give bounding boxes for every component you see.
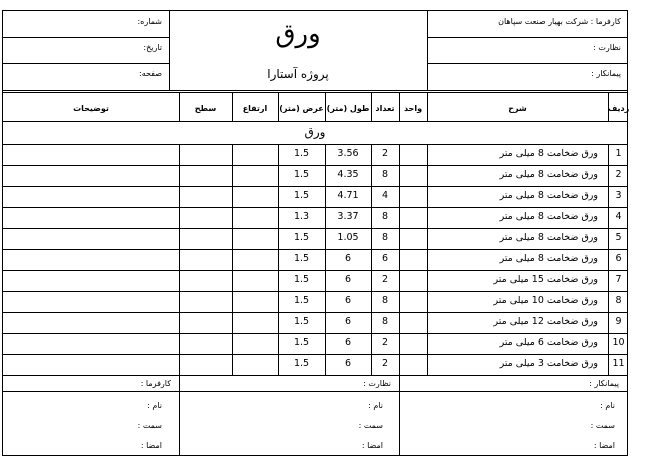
cell-desc: ورق ضخامت 8 میلی متر — [499, 211, 598, 222]
footer-employer-signature: امضا : — [140, 441, 162, 450]
footer-contractor-position: سمت : — [590, 421, 615, 430]
cell-desc: ورق ضخامت 12 میلی متر — [493, 316, 598, 327]
cell-desc: ورق ضخامت 8 میلی متر — [499, 148, 598, 159]
header-divider — [3, 90, 627, 91]
col-description: شرح — [508, 104, 527, 113]
table-row-line — [3, 354, 627, 355]
footer-contractor-name: نام : — [600, 401, 615, 410]
col-length: طول (متر) — [326, 104, 370, 113]
column-divider — [278, 92, 279, 121]
cell-count: 2 — [381, 274, 389, 285]
col-width: عرض (متر) — [279, 104, 324, 113]
column-divider — [399, 92, 400, 121]
cell-length: 6 — [344, 316, 352, 327]
column-divider — [371, 92, 372, 121]
number-label: شماره: — [137, 17, 162, 26]
table-row-line — [3, 165, 627, 166]
col-height: ارتفاع — [242, 104, 268, 113]
cell-length: 6 — [344, 337, 352, 348]
table-row-line — [3, 312, 627, 313]
table-row-line — [3, 228, 627, 229]
footer-employer-name: نام : — [147, 401, 162, 410]
cell-width: 1.5 — [293, 232, 310, 243]
table-row-line — [3, 186, 627, 187]
header-right-line-2 — [427, 63, 627, 64]
column-divider — [325, 144, 326, 375]
cell-desc: ورق ضخامت 8 میلی متر — [499, 190, 598, 201]
cell-width: 1.5 — [293, 190, 310, 201]
col-row-no: ردیف — [608, 104, 630, 113]
cell-desc: ورق ضخامت 8 میلی متر — [499, 253, 598, 264]
cell-no: 10 — [612, 337, 625, 348]
cell-width: 1.3 — [293, 211, 310, 222]
cell-length: 6 — [344, 253, 352, 264]
cell-length: 3.56 — [337, 148, 359, 159]
footer-contractor-signature: امضا : — [593, 441, 615, 450]
cell-desc: ورق ضخامت 10 میلی متر — [493, 295, 598, 306]
header-divider-double — [3, 92, 627, 93]
col-notes: توضیحات — [73, 104, 109, 113]
column-divider — [608, 92, 609, 121]
table-row-line — [3, 291, 627, 292]
cell-count: 8 — [381, 295, 389, 306]
page-label: صفحه: — [139, 69, 162, 78]
table-row-line — [3, 249, 627, 250]
cell-length: 4.71 — [337, 190, 359, 201]
contractor-label: پیمانکار : — [591, 69, 621, 78]
cell-length: 4.35 — [337, 169, 359, 180]
section-title-bottom — [3, 144, 627, 145]
column-divider — [399, 144, 400, 375]
table-row-line — [3, 270, 627, 271]
column-divider — [427, 92, 428, 121]
footer-divider-left — [179, 375, 180, 455]
footer-top — [3, 375, 627, 376]
supervision-label: نظارت : — [593, 43, 621, 52]
section-title: ورق — [304, 125, 326, 139]
cell-length: 3.37 — [337, 211, 359, 222]
project-name: پروژه آستارا — [267, 67, 329, 81]
cell-no: 1 — [615, 148, 622, 159]
cell-length: 6 — [344, 358, 352, 369]
cell-no: 3 — [615, 190, 622, 201]
cell-count: 2 — [381, 148, 389, 159]
table-row-line — [3, 333, 627, 334]
cell-desc: ورق ضخامت 6 میلی متر — [499, 337, 598, 348]
footer-label-line — [3, 391, 627, 392]
cell-count: 8 — [381, 232, 389, 243]
cell-width: 1.5 — [293, 358, 310, 369]
cell-length: 6 — [344, 274, 352, 285]
header-left-line-1 — [3, 37, 169, 38]
cell-count: 8 — [381, 211, 389, 222]
cell-desc: ورق ضخامت 15 میلی متر — [493, 274, 598, 285]
cell-count: 2 — [381, 337, 389, 348]
cell-no: 6 — [615, 253, 622, 264]
footer-supervision-label: نظارت : — [363, 379, 391, 388]
col-unit: واحد — [403, 104, 423, 113]
col-count: تعداد — [375, 104, 395, 113]
cell-width: 1.5 — [293, 337, 310, 348]
cell-width: 1.5 — [293, 274, 310, 285]
column-divider — [179, 92, 180, 121]
column-divider — [427, 144, 428, 375]
cell-desc: ورق ضخامت 8 میلی متر — [499, 232, 598, 243]
cell-count: 6 — [381, 253, 389, 264]
footer-employer-label: کارفرما : — [140, 379, 171, 388]
cell-no: 4 — [615, 211, 622, 222]
cell-length: 6 — [344, 295, 352, 306]
header-left-line-2 — [3, 63, 169, 64]
cell-no: 5 — [615, 232, 622, 243]
cell-desc: ورق ضخامت 3 میلی متر — [499, 358, 598, 369]
cell-count: 8 — [381, 169, 389, 180]
column-divider — [278, 144, 279, 375]
cell-count: 4 — [381, 190, 389, 201]
header-right-line-1 — [427, 37, 627, 38]
footer-contractor-label: پیمانکار : — [589, 379, 619, 388]
cell-no: 2 — [615, 169, 622, 180]
cell-count: 8 — [381, 316, 389, 327]
cell-desc: ورق ضخامت 8 میلی متر — [499, 169, 598, 180]
footer-employer-position: سمت : — [137, 421, 162, 430]
column-header-bottom — [3, 121, 627, 122]
cell-no: 7 — [615, 274, 622, 285]
footer-supervision-name: نام : — [368, 401, 383, 410]
table-row-line — [3, 207, 627, 208]
document-sheet — [2, 10, 628, 456]
col-area: سطح — [194, 104, 217, 113]
cell-count: 2 — [381, 358, 389, 369]
cell-no: 8 — [615, 295, 622, 306]
cell-no: 9 — [615, 316, 622, 327]
footer-supervision-position: سمت : — [358, 421, 383, 430]
header-right-divider — [427, 11, 428, 90]
footer-divider-right — [399, 375, 400, 455]
date-label: تاریخ: — [143, 43, 162, 52]
cell-width: 1.5 — [293, 253, 310, 264]
cell-no: 11 — [612, 358, 625, 369]
column-divider — [325, 92, 326, 121]
cell-width: 1.5 — [293, 316, 310, 327]
column-divider — [179, 144, 180, 375]
column-divider — [608, 144, 609, 375]
column-divider — [371, 144, 372, 375]
cell-width: 1.5 — [293, 295, 310, 306]
cell-width: 1.5 — [293, 148, 310, 159]
page-title: ورق — [275, 19, 321, 49]
column-divider — [232, 144, 233, 375]
footer-supervision-signature: امضا : — [361, 441, 383, 450]
employer-label: کارفرما : شرکت بهیار صنعت سپاهان — [498, 17, 621, 26]
cell-width: 1.5 — [293, 169, 310, 180]
column-divider — [232, 92, 233, 121]
cell-length: 1.05 — [337, 232, 359, 243]
